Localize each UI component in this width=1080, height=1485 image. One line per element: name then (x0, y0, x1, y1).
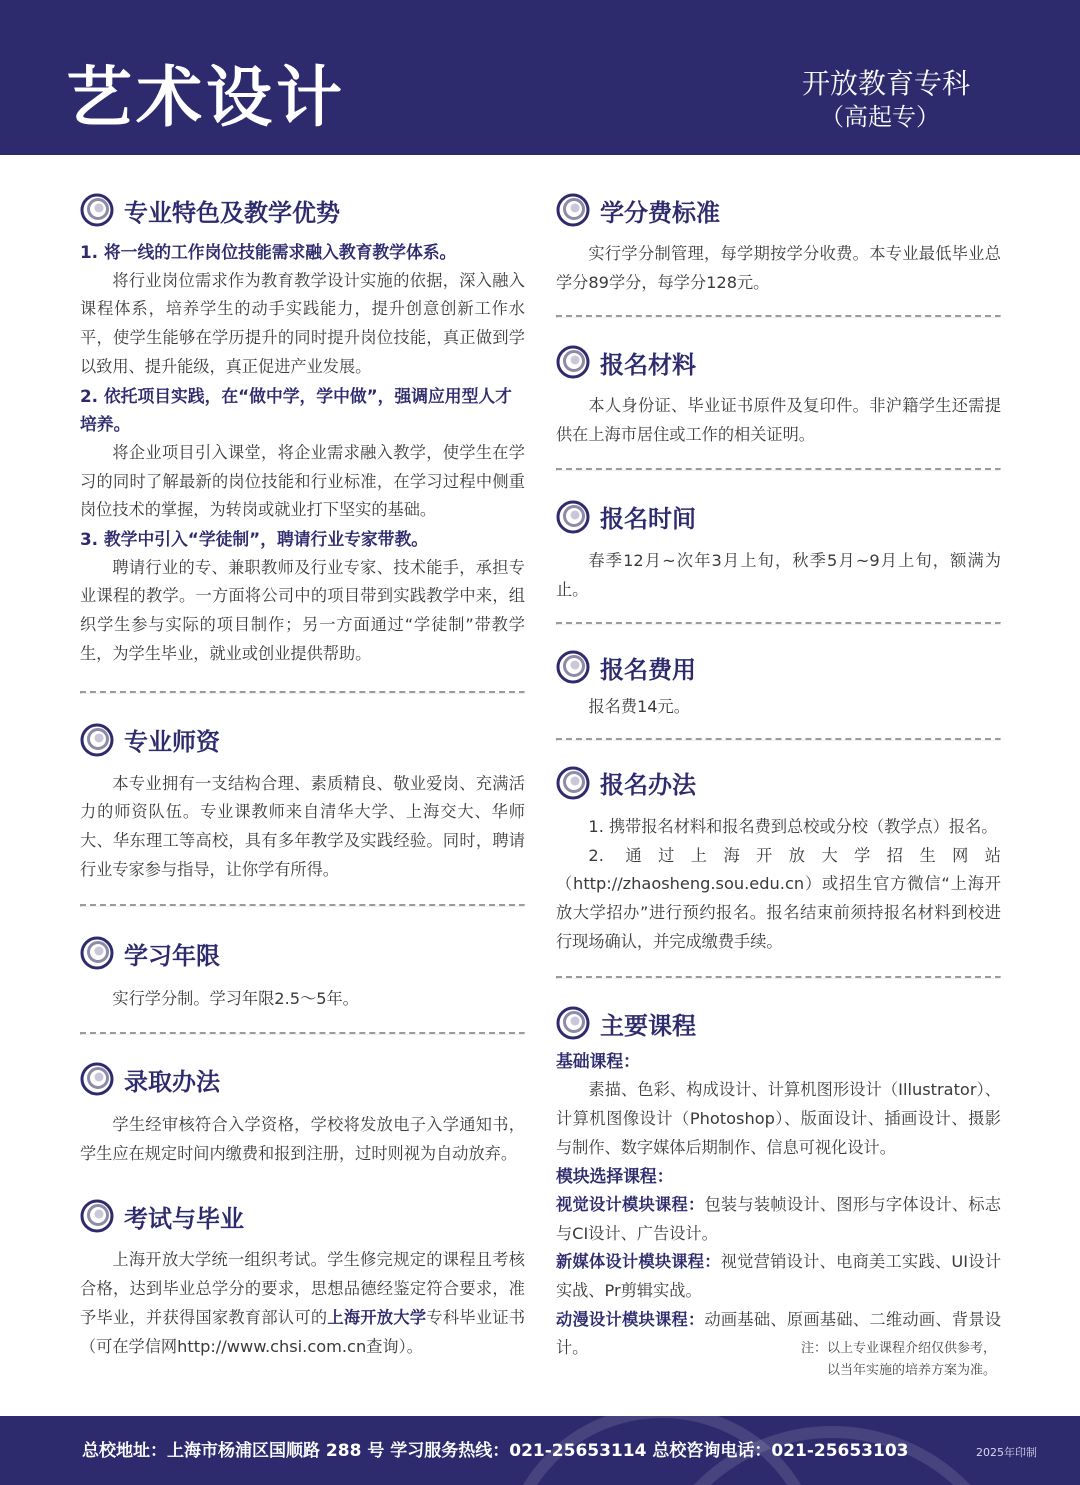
enrollment-time-text: 春季12月~次年3月上旬，秋季5月~9月上旬，额满为止。 (556, 550, 1001, 599)
feature-text-3: 聘请行业的专、兼职教师及行业专家、技术能手，承担专业课程的教学。一方面将公司中的项目带到实践教学中来，组织学生参与实际的项目制作；另一方面通过“学徒制”带教学生，为学生毕业，就业或创业提供帮助。 (80, 557, 525, 663)
graduation-text (80, 1246, 525, 1361)
enrollment-fee-text: 报名费14元。 (588, 697, 690, 717)
note-line-2: 以当年实施的培养方案为准。 (826, 1363, 996, 1378)
contact-info: 总校地址：上海市杨浦区国顺路 288 号 学习服务热线：021-25653114 总校咨询电话：021-25653103 (82, 1441, 909, 1461)
feature-heading-3: 3. 教学中引入“学徒制”，聘请行业专家带教。 (80, 529, 429, 550)
basic-courses-label: 基础课程： (556, 1051, 640, 1072)
swirl-icon (556, 193, 590, 227)
section-title-text: 主要课程 (600, 1011, 696, 1040)
swirl-icon (80, 1199, 114, 1233)
module-text: 视觉营销设计、电商美工实践、UI设计实战、Pr剪辑实战。 (556, 1252, 1002, 1301)
materials-text: 本人身份证、毕业证书原件及复印件。非沪籍学生还需提供在上海市居住或工作的相关证明。 (556, 396, 1001, 445)
section-title-text: 学分费标准 (600, 198, 720, 227)
swirl-icon (80, 936, 114, 970)
swirl-icon (556, 1006, 590, 1040)
swirl-icon (80, 723, 114, 757)
swirl-icon (556, 766, 590, 800)
duration-text: 实行学分制。学习年限2.5～5年。 (112, 989, 359, 1009)
section-title-text: 录取办法 (124, 1067, 220, 1096)
feature-heading-1: 1. 将一线的工作岗位技能需求融入教育教学体系。 (80, 242, 457, 262)
university-name: 上海开放大学 (327, 1307, 427, 1327)
fee-standard-text: 实行学分制管理，每学期按学分收费。本专业最低毕业总学分89学分，每学分128元。 (556, 244, 1001, 292)
swirl-icon (556, 345, 590, 379)
course-note (801, 1338, 996, 1382)
section-title (80, 933, 525, 973)
basic-courses-text: 素描、色彩、构成设计、计算机图形设计（Illustrator）、计算机图像设计（Photoshop）、版面设计、插画设计、摄影与制作、数字媒体后期制作、信息可视化设计。 (556, 1080, 1001, 1157)
section-title-text: 报名材料 (600, 350, 696, 379)
module-label: 动漫设计模块课程： (556, 1309, 705, 1329)
page-title: 艺术设计 (66, 59, 346, 136)
footer-bar (0, 1416, 1080, 1485)
method-step-1: 1. 携带报名材料和报名费到总校或分校（教学点）报名。 (588, 816, 998, 836)
section-title-text: 专业师资 (124, 728, 220, 757)
section-title (80, 190, 525, 230)
swirl-icon (80, 193, 114, 227)
section-title-text: 报名办法 (600, 771, 696, 800)
section-title (80, 720, 525, 760)
section-title-text: 考试与毕业 (124, 1204, 244, 1233)
feature-text-2: 将企业项目引入课堂，将企业需求融入教学，使学生在学习的同时了解最新的岗位技能和行业标准，在学习过程中侧重岗位技术的掌握，为转岗或就业打下坚实的基础。 (80, 442, 525, 520)
module-text: 动画基础、原画基础、二维动画、背景设计。 (556, 1309, 1002, 1358)
faculty-text: 本专业拥有一支结构合理、素质精良、敬业爱岗、充满活力的师资队伍。专业课教师来自清华大学、上海交大、华师大、华东理工等高校，具有多年教学及实践经验。同时，聘请行业专家参与指导，让你学有所得。 (80, 773, 525, 879)
section-title (556, 647, 1001, 687)
section-title (556, 497, 1001, 537)
section-title-text: 专业特色及教学优势 (124, 198, 340, 227)
right-column (556, 190, 1001, 1363)
section-title (556, 763, 1001, 803)
module-newmedia (556, 1248, 1001, 1305)
module-courses-label: 模块选择课程： (556, 1166, 674, 1187)
graduation-text-c: 专科毕业证书（可在学信网http://www.chsi.com.cn查询）。 (80, 1307, 526, 1356)
section-title-text: 报名费用 (600, 655, 696, 684)
section-title (556, 190, 1001, 230)
method-step-2: 2. 通过上海开放大学招生网站（http://zhaosheng.sou.edu.cn）或招生官方微信“上海开放大学招办”进行预约报名。报名结束前须持报名材料到校进行现场确认，并完成缴费手续。 (556, 845, 1001, 951)
feature-text-1: 将行业岗位需求作为教育教学设计实施的依据，深入融入课程体系，培养学生的动手实践能力，提升创意创新工作水平，使学生能够在学历提升的同时提升岗位技能，真正做到学以致用、提升能级，真正促进产业发展。 (80, 270, 525, 376)
section-title (556, 1003, 1001, 1043)
feature-heading-2: 2. 依托项目实践，在“做中学，学中做”，强调应用型人才培养。 (80, 385, 512, 435)
print-year: 2025年印制 (976, 1446, 1037, 1459)
swirl-icon (556, 500, 590, 534)
program-type: 开放教育专科 (801, 67, 970, 100)
swirl-icon (556, 650, 590, 684)
section-title (80, 1196, 525, 1236)
header-banner (0, 0, 1080, 155)
module-text: 包装与装帧设计、图形与字体设计、标志与CI设计、广告设计。 (556, 1194, 1002, 1243)
section-title (556, 342, 1001, 382)
section-title-text: 报名时间 (600, 505, 696, 534)
note-line-1: 注：以上专业课程介绍仅供参考， (800, 1341, 996, 1356)
module-visual (556, 1191, 1001, 1248)
left-column (80, 190, 525, 1361)
program-level: （高起专） (820, 103, 940, 131)
admission-text: 学生经审核符合入学资格，学校将发放电子入学通知书，学生应在规定时间内缴费和报到注册，过时则视为自动放弃。 (80, 1115, 525, 1163)
section-title-text: 学习年限 (124, 941, 220, 970)
graduation-text-a: 上海开放大学统一组织考试。学生修完规定的课程且考核合格，达到毕业总学分的要求，思想品德经鉴定符合要求，准予毕业，并获得国家教育部认可的 (80, 1250, 525, 1327)
module-label: 视觉设计模块课程： (556, 1194, 705, 1214)
module-label: 新媒体设计模块课程： (556, 1252, 721, 1272)
swirl-icon (80, 1062, 114, 1096)
section-title (80, 1059, 525, 1099)
